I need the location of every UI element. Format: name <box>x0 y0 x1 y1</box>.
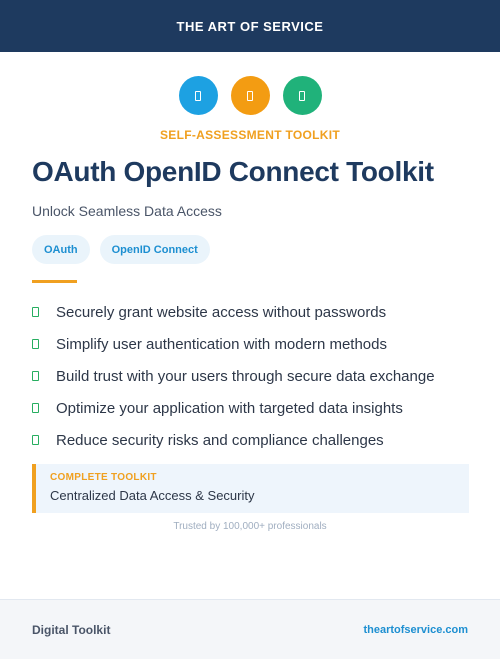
feature-text: Build trust with your users through secure data exchange <box>56 367 435 385</box>
divider <box>32 280 77 283</box>
check-icon <box>32 307 39 317</box>
header-bar <box>0 0 500 52</box>
footer <box>0 599 500 659</box>
square-icon <box>247 91 253 101</box>
feature-text: Optimize your application with targeted data insights <box>56 399 403 417</box>
callout-value: Centralized Data Access & Security <box>50 488 255 503</box>
eyebrow-label: SELF-ASSESSMENT TOOLKIT <box>159 128 341 142</box>
feature-list <box>32 296 472 456</box>
page-subtitle: Unlock Seamless Data Access <box>32 203 222 219</box>
brand-name: THE ART OF SERVICE <box>176 18 324 34</box>
feature-text: Simplify user authentication with modern methods <box>56 335 387 353</box>
check-icon <box>32 403 39 413</box>
check-icon <box>32 339 39 349</box>
list-item <box>32 360 472 392</box>
list-item <box>32 296 472 328</box>
footer-label: Digital Toolkit <box>32 622 111 637</box>
tag-oauth[interactable]: OAuth <box>32 235 90 264</box>
page-title: OAuth OpenID Connect Toolkit <box>32 156 434 187</box>
square-icon <box>195 91 201 101</box>
green-circle-icon <box>283 76 322 115</box>
feature-text: Reduce security risks and compliance challenges <box>56 431 384 449</box>
tag-list <box>32 235 210 264</box>
list-item <box>32 392 472 424</box>
check-icon <box>32 371 39 381</box>
tag-openid-connect[interactable]: OpenID Connect <box>100 235 210 264</box>
footer-link[interactable]: theartofservice.com <box>363 623 468 636</box>
blue-circle-icon <box>179 76 218 115</box>
square-icon <box>299 91 305 101</box>
check-icon <box>32 435 39 445</box>
orange-circle-icon <box>231 76 270 115</box>
icon-row <box>0 76 500 115</box>
trusted-text: Trusted by 100,000+ professionals <box>173 521 327 532</box>
list-item <box>32 424 472 456</box>
list-item <box>32 328 472 360</box>
toolkit-callout <box>32 464 469 513</box>
feature-text: Securely grant website access without passwords <box>56 303 387 321</box>
callout-label: COMPLETE TOOLKIT <box>50 472 157 483</box>
